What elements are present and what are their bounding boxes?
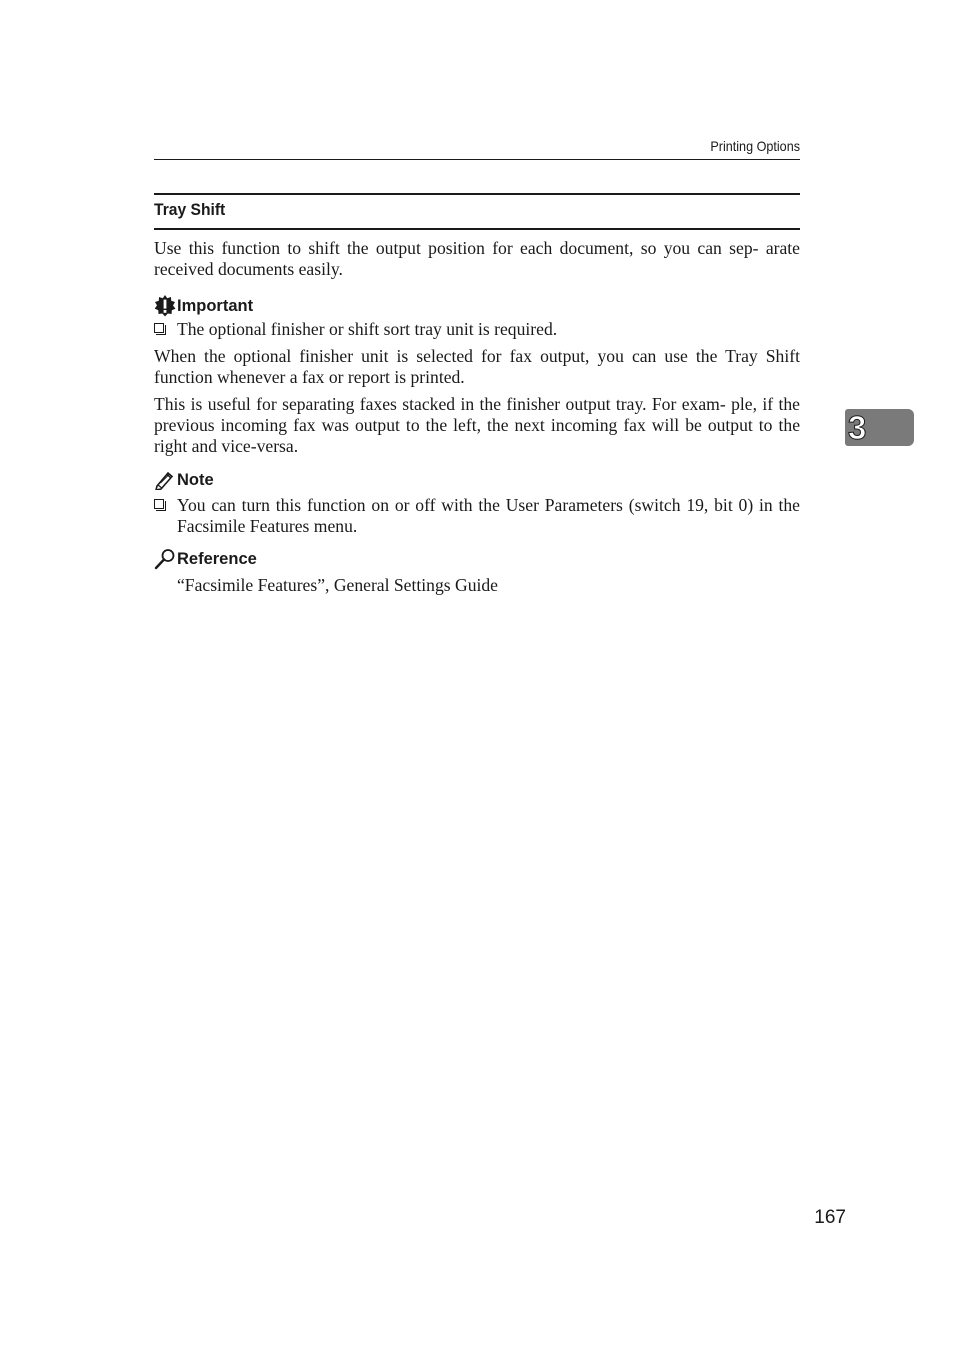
header-rule <box>154 159 800 160</box>
chapter-number: 3 <box>848 409 867 446</box>
note-item: You can turn this function on or off with the User Parameters (switch 19, bit 0) in the Facsimile Features menu. <box>154 495 800 537</box>
chapter-tab <box>845 409 914 446</box>
body-paragraph-1: When the optional finisher unit is selected for fax output, you can use the Tray Shift function whenever a fax or report is printed. <box>154 346 800 387</box>
page-number: 167 <box>814 1207 846 1228</box>
important-label <box>154 295 253 317</box>
intro-paragraph: Use this function to shift the output position for each document, so you can sep- arate received documents easily. <box>154 238 800 279</box>
section-title: Tray Shift <box>154 200 226 219</box>
important-label-text: Important <box>177 296 254 315</box>
note-label-text: Note <box>177 470 214 489</box>
note-label <box>154 470 214 490</box>
important-seal-icon <box>154 295 176 317</box>
pencil-icon <box>154 470 176 490</box>
checkbox-bullet-icon <box>154 499 164 509</box>
reference-label <box>154 548 257 570</box>
running-header: Printing Options <box>710 138 800 154</box>
important-item: The optional finisher or shift sort tray unit is required. <box>154 319 800 340</box>
reference-text: “Facsimile Features”, General Settings Guide <box>177 575 498 595</box>
checkbox-bullet-icon <box>154 323 164 333</box>
section-rule-top <box>154 193 800 195</box>
reference-label-text: Reference <box>177 549 257 568</box>
body-paragraph-2: This is useful for separating faxes stacked in the finisher output tray. For exam- ple, if the previous incoming fax was output to the left, the next incoming fax will be output to the right and vice-versa. <box>154 394 800 456</box>
section-rule-bottom <box>154 228 800 230</box>
magnifier-icon <box>154 548 176 570</box>
